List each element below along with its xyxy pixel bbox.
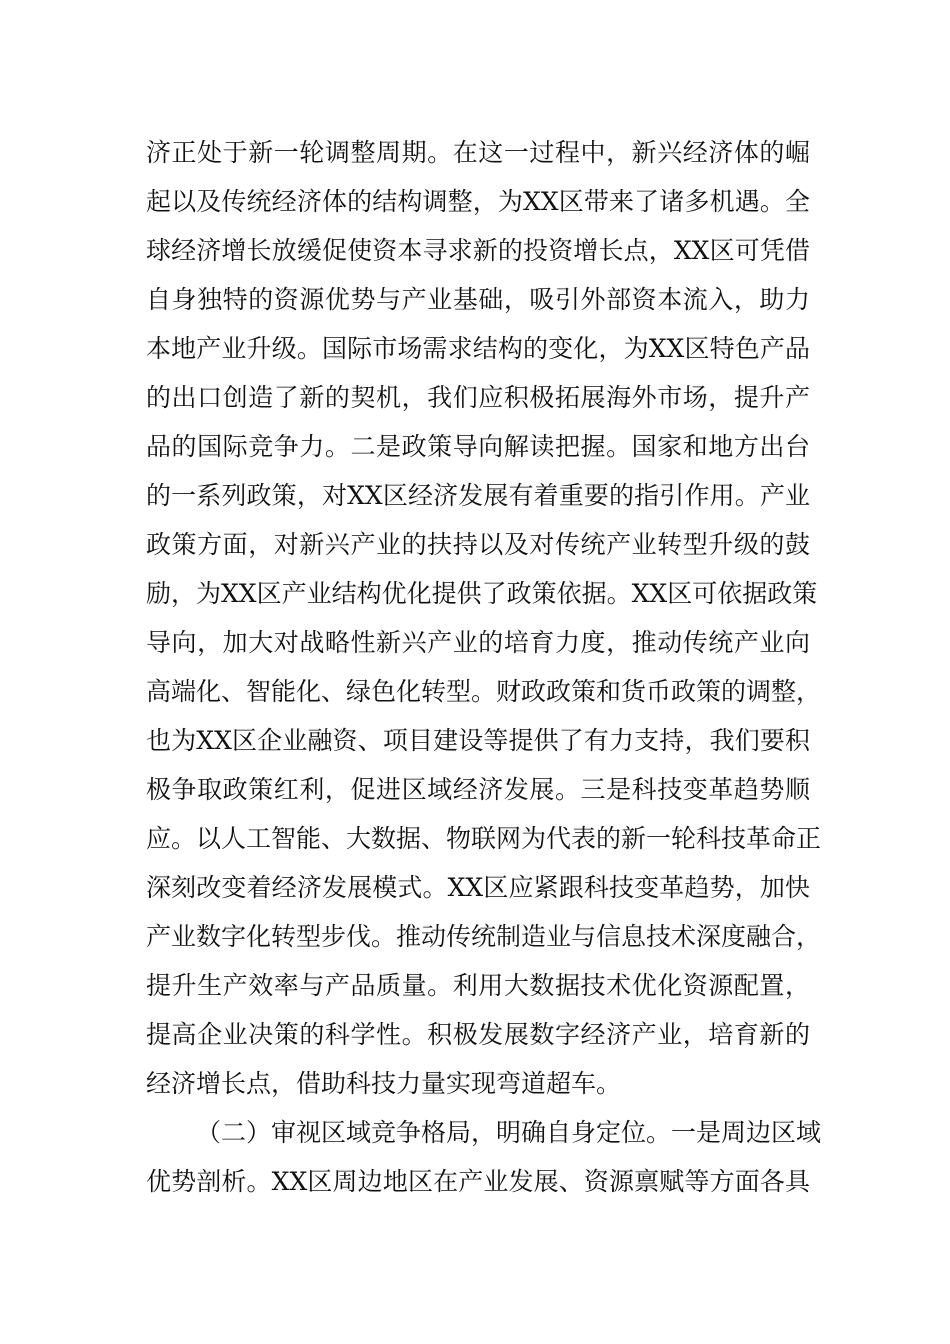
text-line: 产业数字化转型步伐。推动传统制造业与信息技术深度融合， (146, 922, 822, 951)
text-line: 球经济增长放缓促使资本寻求新的投资增长点，XX区可凭借 (146, 236, 810, 265)
text-line: 的一系列政策，对XX区经济发展有着重要的指引作用。产业 (146, 481, 810, 510)
text-line: 提升生产效率与产品质量。利用大数据技术优化资源配置， (146, 971, 810, 1000)
text-line: 提高企业决策的科学性。积极发展数字经济产业，培育新的 (146, 1020, 810, 1049)
text-line: 政策方面，对新兴产业的扶持以及对传统产业转型升级的鼓 (146, 530, 810, 559)
text-line: 济正处于新一轮调整周期。在这一过程中，新兴经济体的崛 (146, 138, 810, 167)
text-line: 应。以人工智能、大数据、物联网为代表的新一轮科技革命正 (146, 824, 822, 853)
text-line: 也为XX区企业融资、项目建设等提供了有力支持，我们要积 (146, 726, 810, 755)
text-line: 励，为XX区产业结构优化提供了政策依据。XX区可依据政策 (146, 579, 818, 608)
paragraph-1 (146, 128, 822, 1108)
text-line: 的出口创造了新的契机，我们应积极拓展海外市场，提升产 (146, 383, 810, 412)
text-line: 高端化、智能化、绿色化转型。财政政策和货币政策的调整， (146, 677, 822, 706)
text-line: 深刻改变着经济发展模式。XX区应紧跟科技变革趋势，加快 (146, 873, 810, 902)
text-line: 极争取政策红利，促进区域经济发展。三是科技变革趋势顺 (146, 775, 810, 804)
text-line: 优势剖析。XX区周边地区在产业发展、资源禀赋等方面各具 (146, 1167, 810, 1196)
body-text (146, 128, 822, 1206)
text-line: 自身独特的资源优势与产业基础，吸引外部资本流入，助力 (146, 285, 810, 314)
text-line: （二）审视区域竞争格局，明确自身定位。一是周边区域 (196, 1118, 822, 1147)
text-line: 导向，加大对战略性新兴产业的培育力度，推动传统产业向 (146, 628, 810, 657)
text-line: 本地产业升级。国际市场需求结构的变化，为XX区特色产品 (146, 334, 810, 363)
text-line: 经济增长点，借助科技力量实现弯道超车。 (146, 1069, 622, 1098)
text-line: 品的国际竞争力。二是政策导向解读把握。国家和地方出台 (146, 432, 810, 461)
paragraph-2 (146, 1108, 822, 1206)
text-line: 起以及传统经济体的结构调整，为XX区带来了诸多机遇。全 (146, 187, 810, 216)
